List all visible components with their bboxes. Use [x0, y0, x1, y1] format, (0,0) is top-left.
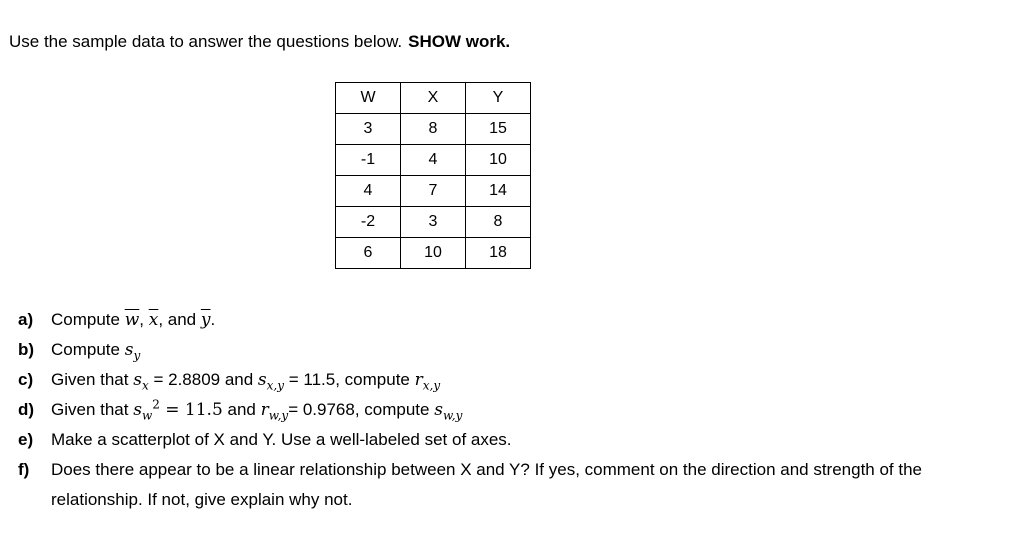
question-letter: f) — [18, 460, 30, 479]
question-list — [18, 305, 1018, 515]
instructions-text: Use the sample data to answer the questions below. — [9, 32, 403, 51]
question-b — [18, 335, 1018, 365]
math-s: s — [133, 370, 142, 390]
text-run: , — [139, 310, 149, 329]
question-letter: c) — [18, 370, 34, 389]
instructions-emphasis: SHOW work. — [408, 32, 511, 51]
table-cell: -2 — [336, 207, 401, 238]
table-cell: 3 — [336, 114, 401, 145]
table-cell: 8 — [466, 207, 531, 238]
math-s: s — [257, 370, 267, 390]
text-run: Given that — [51, 370, 134, 389]
math-subscript: x — [141, 378, 149, 393]
math-subscript: x,y — [266, 378, 285, 393]
question-text — [51, 365, 1018, 395]
question-text — [51, 395, 1018, 425]
math-s: s — [133, 400, 142, 420]
table-row — [336, 207, 531, 238]
math-y-bar: $\overline{y}$ — [200, 310, 211, 330]
math-s: s — [434, 400, 443, 420]
math-subscript: y — [133, 348, 141, 363]
table-cell: 15 — [466, 114, 531, 145]
table-cell: 10 — [401, 238, 466, 269]
text-run: Compute — [51, 340, 125, 359]
table-cell: 8 — [401, 114, 466, 145]
math-s: s — [124, 340, 134, 360]
question-letter: e) — [18, 430, 34, 449]
table-cell: 14 — [466, 176, 531, 207]
math-r: r — [260, 400, 269, 420]
question-letter: d) — [18, 400, 35, 419]
table-cell: 4 — [401, 145, 466, 176]
math-equals-value: = 11.5 — [159, 400, 223, 420]
table-header-row — [336, 83, 531, 114]
table-cell: 18 — [466, 238, 531, 269]
question-text: Does there appear to be a linear relationship between X and Y? If yes, comment on the direction and strength of the relationship. If not, give explain why not. — [51, 460, 923, 509]
question-text — [51, 335, 1018, 365]
math-subscript: w — [141, 408, 153, 423]
table-row — [336, 238, 531, 269]
question-e — [18, 425, 1018, 455]
table-row — [336, 145, 531, 176]
table-cell: -1 — [336, 145, 401, 176]
math-w-bar: $\overline{w}$ — [124, 310, 140, 330]
question-letter: a) — [18, 310, 34, 329]
question-f — [18, 455, 1018, 515]
math-superscript: 2 — [152, 397, 160, 412]
math-subscript: w,y — [268, 408, 289, 423]
text-run: = 2.8809 and — [148, 370, 258, 389]
question-text — [51, 305, 1018, 335]
column-header-w: W — [336, 83, 401, 114]
table-cell: 10 — [466, 145, 531, 176]
question-c — [18, 365, 1018, 395]
table-row — [336, 176, 531, 207]
question-a — [18, 305, 1018, 335]
math-x-bar: $\overline{x}$ — [148, 310, 159, 330]
text-run: , and — [158, 310, 201, 329]
math-subscript: w,y — [442, 408, 463, 423]
table-cell: 4 — [336, 176, 401, 207]
text-run: Given that — [51, 400, 134, 419]
math-subscript: x,y — [422, 378, 441, 393]
table-cell: 6 — [336, 238, 401, 269]
column-header-y: Y — [466, 83, 531, 114]
text-run: Compute — [51, 310, 125, 329]
math-r: r — [414, 370, 423, 390]
instructions — [9, 32, 510, 52]
text-run: . — [210, 310, 216, 329]
table-cell: 7 — [401, 176, 466, 207]
question-text: Make a scatterplot of X and Y. Use a well-labeled set of axes. — [51, 430, 512, 449]
question-letter: b) — [18, 340, 35, 359]
table-row — [336, 114, 531, 145]
text-run: = 11.5, compute — [284, 370, 415, 389]
text-run: and — [222, 400, 261, 419]
sample-data-table — [335, 82, 531, 269]
column-header-x: X — [401, 83, 466, 114]
table-cell: 3 — [401, 207, 466, 238]
text-run: = 0.9768, compute — [288, 400, 435, 419]
question-d — [18, 395, 1018, 425]
